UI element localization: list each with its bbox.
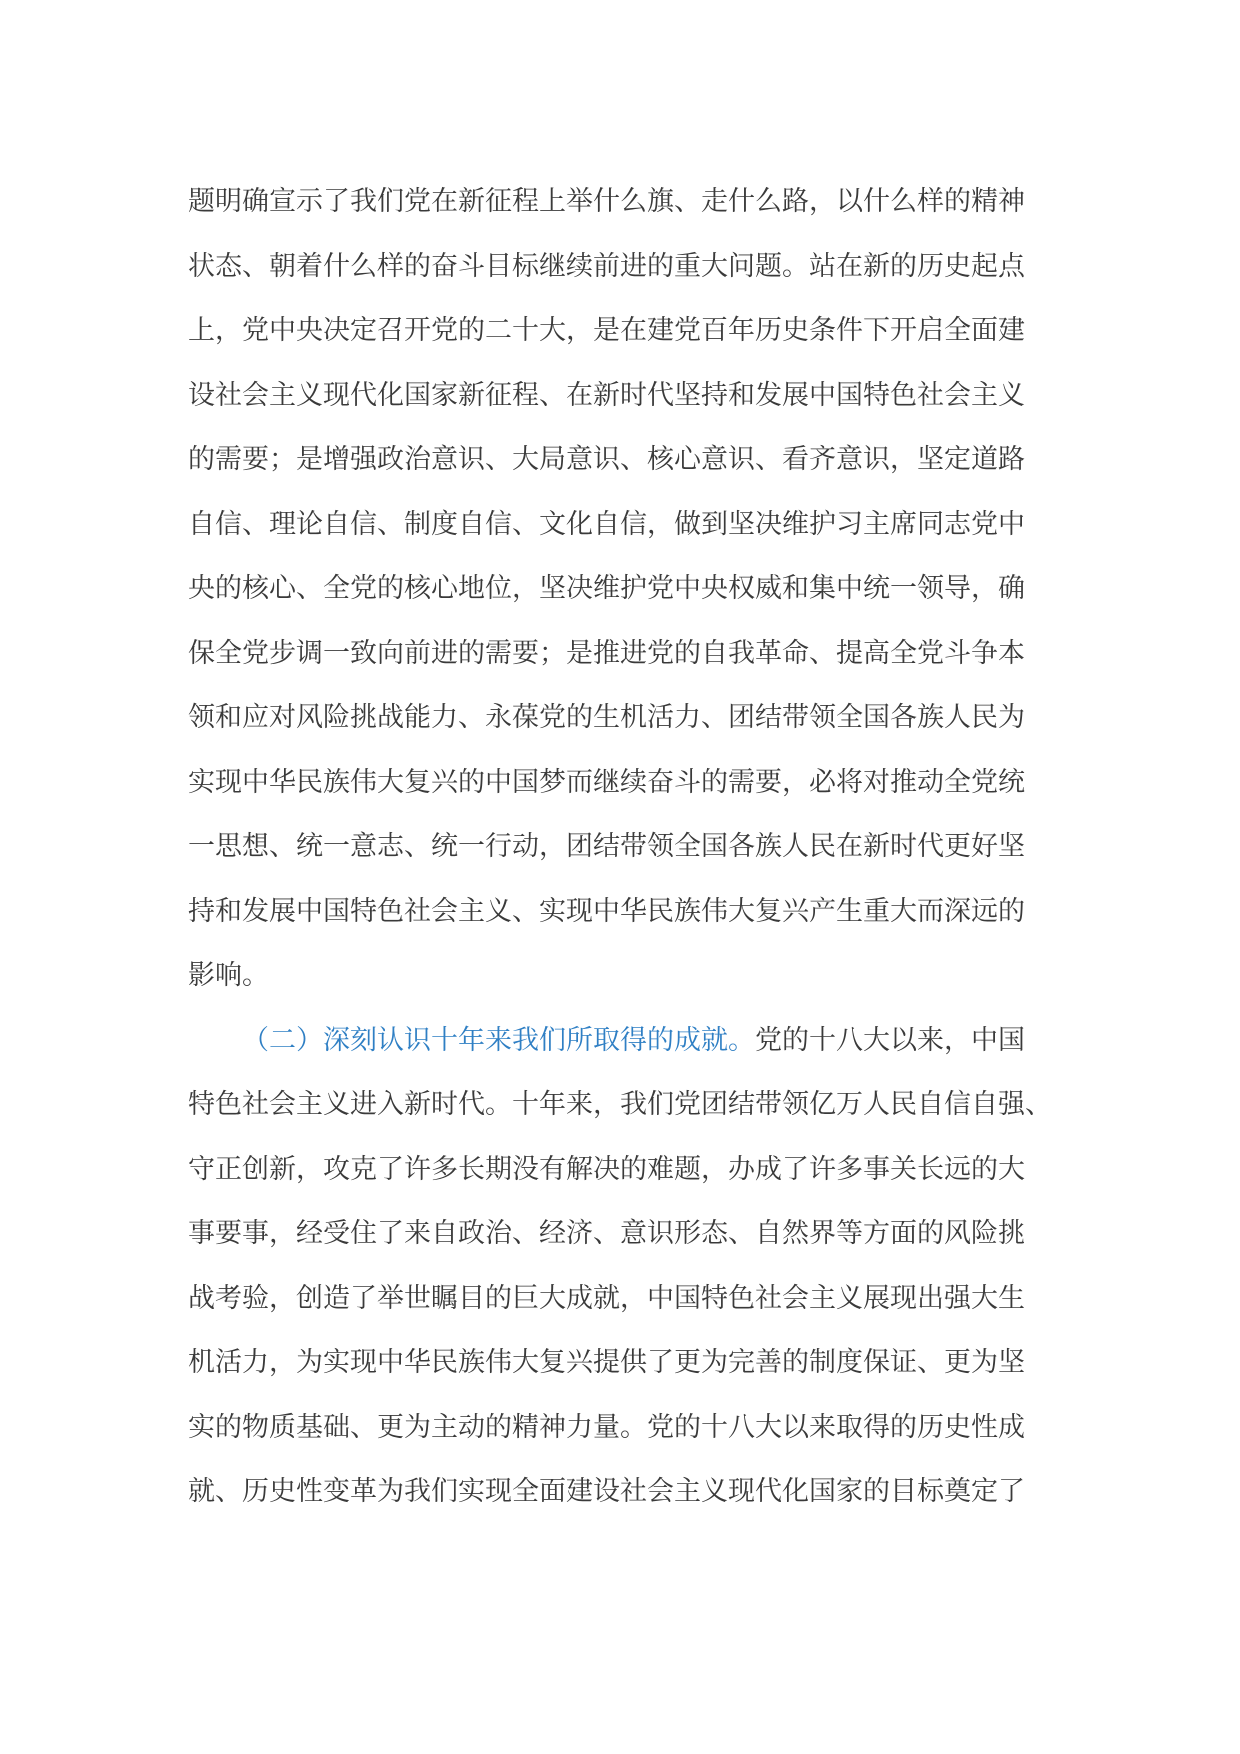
paragraph-line: 战考验，创造了举世瞩目的巨大成就，中国特色社会主义展现出强大生 (188, 1282, 1025, 1314)
paragraph-line: 就、历史性变革为我们实现全面建设社会主义现代化国家的目标奠定了 (188, 1476, 1025, 1507)
paragraph-line: 央的核心、全党的核心地位，坚决维护党中央权威和集中统一领导，确 (188, 573, 1025, 604)
paragraph-line: 题明确宣示了我们党在新征程上举什么旗、走什么路，以什么样的精神 (188, 186, 1025, 217)
paragraph-line: 守正创新，攻克了许多长期没有解决的难题，办成了许多事关长远的大 (188, 1153, 1025, 1185)
paragraph-line: 状态、朝着什么样的奋斗目标继续前进的重大问题。站在新的历史起点 (188, 250, 1025, 282)
paragraph-line: 实现中华民族伟大复兴的中国梦而继续奋斗的需要，必将对推动全党统 (188, 766, 1025, 798)
paragraph-line: 机活力，为实现中华民族伟大复兴提供了更为完善的制度保证、更为坚 (188, 1347, 1025, 1378)
paragraph-line: 领和应对风险挑战能力、永葆党的生机活力、团结带领全国各族人民为 (188, 702, 1025, 733)
paragraph-2 (188, 1009, 1068, 1525)
paragraph-line: 事要事，经受住了来自政治、经济、意识形态、自然界等方面的风险挑 (188, 1218, 1025, 1249)
paragraph-line: 的需要；是增强政治意识、大局意识、核心意识、看齐意识，坚定道路 (188, 444, 1025, 475)
paragraph-1 (188, 170, 1068, 1009)
paragraph-line: 上，党中央决定召开党的二十大，是在建党百年历史条件下开启全面建 (188, 315, 1025, 346)
paragraph-line: 设社会主义现代化国家新征程、在新时代坚持和发展中国特色社会主义 (188, 379, 1025, 411)
document-body (188, 170, 1068, 1525)
paragraph-line: 实的物质基础、更为主动的精神力量。党的十八大以来取得的历史性成 (188, 1411, 1025, 1443)
paragraph-line: 自信、理论自信、制度自信、文化自信，做到坚决维护习主席同志党中 (188, 508, 1025, 540)
paragraph-line: 保全党步调一致向前进的需要；是推进党的自我革命、提高全党斗争本 (188, 637, 1025, 669)
paragraph-line: 一思想、统一意志、统一行动，团结带领全国各族人民在新时代更好坚 (188, 831, 1025, 862)
paragraph-line: 持和发展中国特色社会主义、实现中华民族伟大复兴产生重大而深远的 (188, 895, 1025, 927)
section-heading: （二）深刻认识十年来我们所取得的成就。 (242, 1024, 755, 1056)
paragraph-first-line (188, 1009, 1068, 1074)
paragraph-line: 特色社会主义进入新时代。十年来，我们党团结带领亿万人民自信自强、 (188, 1089, 1052, 1120)
paragraph-line: 影响。 (188, 960, 269, 991)
paragraph-line-continuation: 党的十八大以来，中国 (755, 1024, 1025, 1056)
